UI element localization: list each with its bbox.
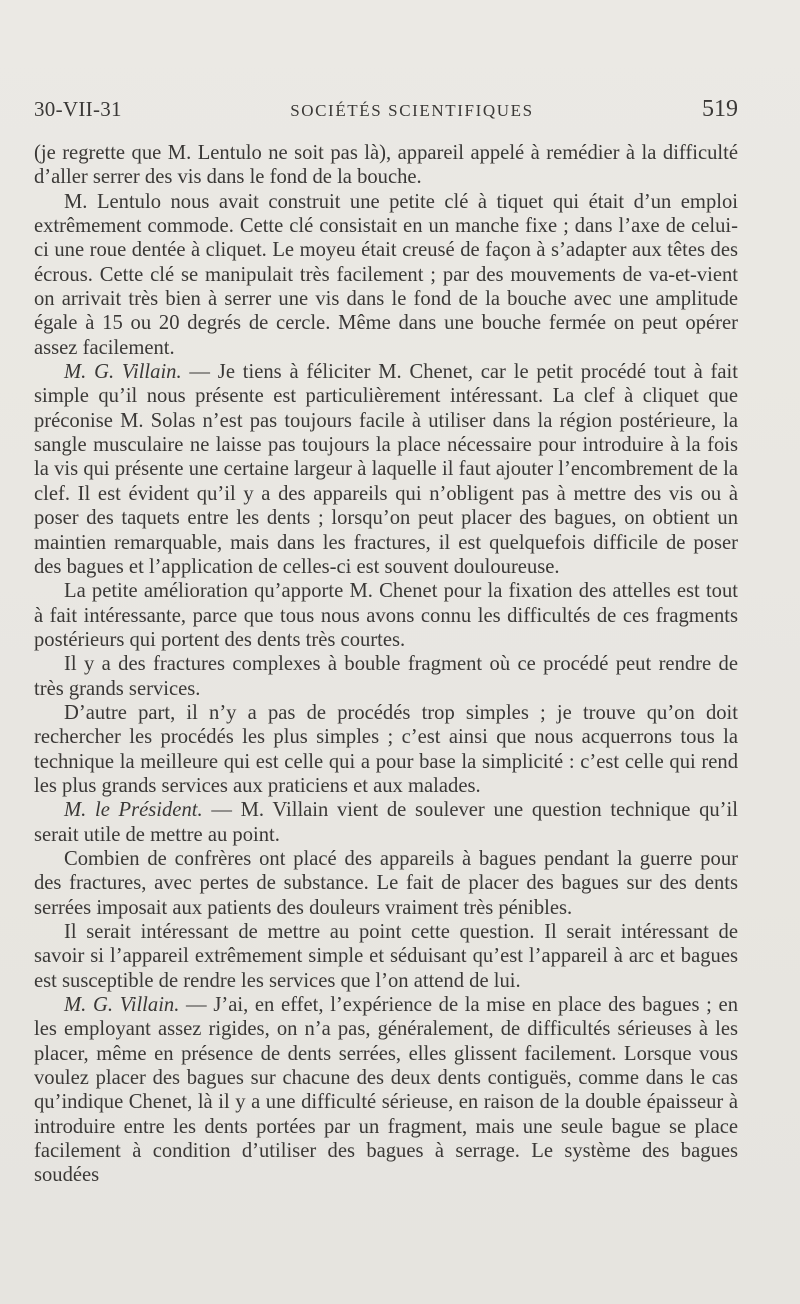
- paragraph: [34, 847, 738, 920]
- paragraph: [34, 190, 738, 360]
- speaker-name: M. G. Villain.: [64, 994, 180, 1017]
- body-text: [34, 141, 738, 1188]
- paragraph: [34, 360, 738, 579]
- paragraph-text: — J’ai, en effet, l’expérience de la mise en place des bagues ; en les employant assez rigides, on n’a pas, généralement, de difficultés sérieuses à les placer, même en présence de dents serrées, elles glissent facilement. Lorsque vous voulez placer des bagues sur chacune des deux dents contiguës, comme dans le cas qu’indique Chenet, là il y a une difficulté sérieuse, en raison de la double épaisseur à introduire entre les dents portées par un fragment, mais une seule bague se place facilement à condition d’utiliser des bagues à serrage. Le système des bagues soudées: [34, 994, 738, 1187]
- running-header: [34, 96, 738, 126]
- paragraph: [34, 652, 738, 701]
- paragraph: [34, 993, 738, 1188]
- header-section-title: SOCIÉTÉS SCIENTIFIQUES: [290, 101, 534, 120]
- paragraph: [34, 798, 738, 847]
- paragraph: [34, 701, 738, 798]
- paragraph-text: — Je tiens à féliciter M. Chenet, car le petit procédé tout à fait simple qu’il nous présente est particulièrement intéressant. La clef à cliquet que préconise M. Solas n’est pas toujours facile à utiliser dans la région postérieure, la sangle musculaire ne laisse pas toujours la place nécessaire pour introduire à la fois la vis qui présente une certaine largeur à laquelle il faut ajouter l’encombrement de la clef. Il est évident qu’il y a des appareils qui n’obligent pas à mettre des vis ou à poser des taquets entre les dents ; lorsqu’on peut placer des bagues, on obtient un maintien remarquable, mais dans les fractures, il est quelquefois difficile de poser des bagues et l’application de celles-ci est souvent douloureuse.: [34, 361, 738, 578]
- paragraph-text: Combien de confrères ont placé des appareils à bagues pendant la guerre pour des fractures, avec pertes de substance. Le fait de placer des bagues sur des dents serrées imposait aux patients des douleurs vraiment très pénibles.: [34, 847, 738, 919]
- paragraph-text: La petite amélioration qu’apporte M. Chenet pour la fixation des attelles est tout à fait intéressante, parce que tous nous avons connu les difficultés de ces fragments postérieurs qui portent des dents très courtes.: [34, 580, 738, 651]
- paragraph-text: M. Lentulo nous avait construit une petite clé à tiquet qui était d’un emploi extrêmement commode. Cette clé consistait en un manche fixe ; dans l’axe de celui-ci une roue dentée à cliquet. Le moyeu était creusé de façon à s’adapter aux têtes des écrous. Cette clé se manipulait très facilement ; par des mouvements de va-et-vient on arrivait très bien à serrer une vis dans le fond de la bouche avec une amplitude égale à 15 ou 20 degrés de cercle. Même dans une bouche fermée on peut opérer assez facilement.: [34, 190, 738, 359]
- paragraph: [34, 920, 738, 993]
- paragraph-text: D’autre part, il n’y a pas de procédés trop simples ; je trouve qu’on doit rechercher les procédés les plus simples ; c’est ainsi que nous acquerrons tous la technique la meilleure qui est celle qui a pour base la simplicité : c’est celle qui rend les plus grands services aux praticiens et aux malades.: [34, 701, 738, 797]
- speaker-name: M. le Président.: [64, 799, 203, 822]
- page-number: 519: [702, 96, 738, 122]
- paragraph: [34, 579, 738, 652]
- paragraph-text: Il serait intéressant de mettre au point cette question. Il serait intéressant de savoir si l’appareil extrêmement simple et séduisant qu’est l’appareil à arc et bagues est susceptible de rendre les services que l’on attend de lui.: [34, 921, 738, 992]
- paragraph: [34, 141, 738, 190]
- header-date: 30-VII-31: [34, 97, 122, 121]
- speaker-name: M. G. Villain.: [64, 361, 182, 384]
- paragraph-text: (je regrette que M. Lentulo ne soit pas là), appareil appelé à remédier à la difficulté d’aller serrer des vis dans le fond de la bouche.: [34, 142, 738, 189]
- paragraph-text: Il y a des fractures complexes à bouble fragment où ce procédé peut rendre de très grands services.: [34, 653, 738, 700]
- paragraph-text: — M. Villain vient de soulever une question technique qu’il serait utile de mettre au point.: [34, 799, 738, 846]
